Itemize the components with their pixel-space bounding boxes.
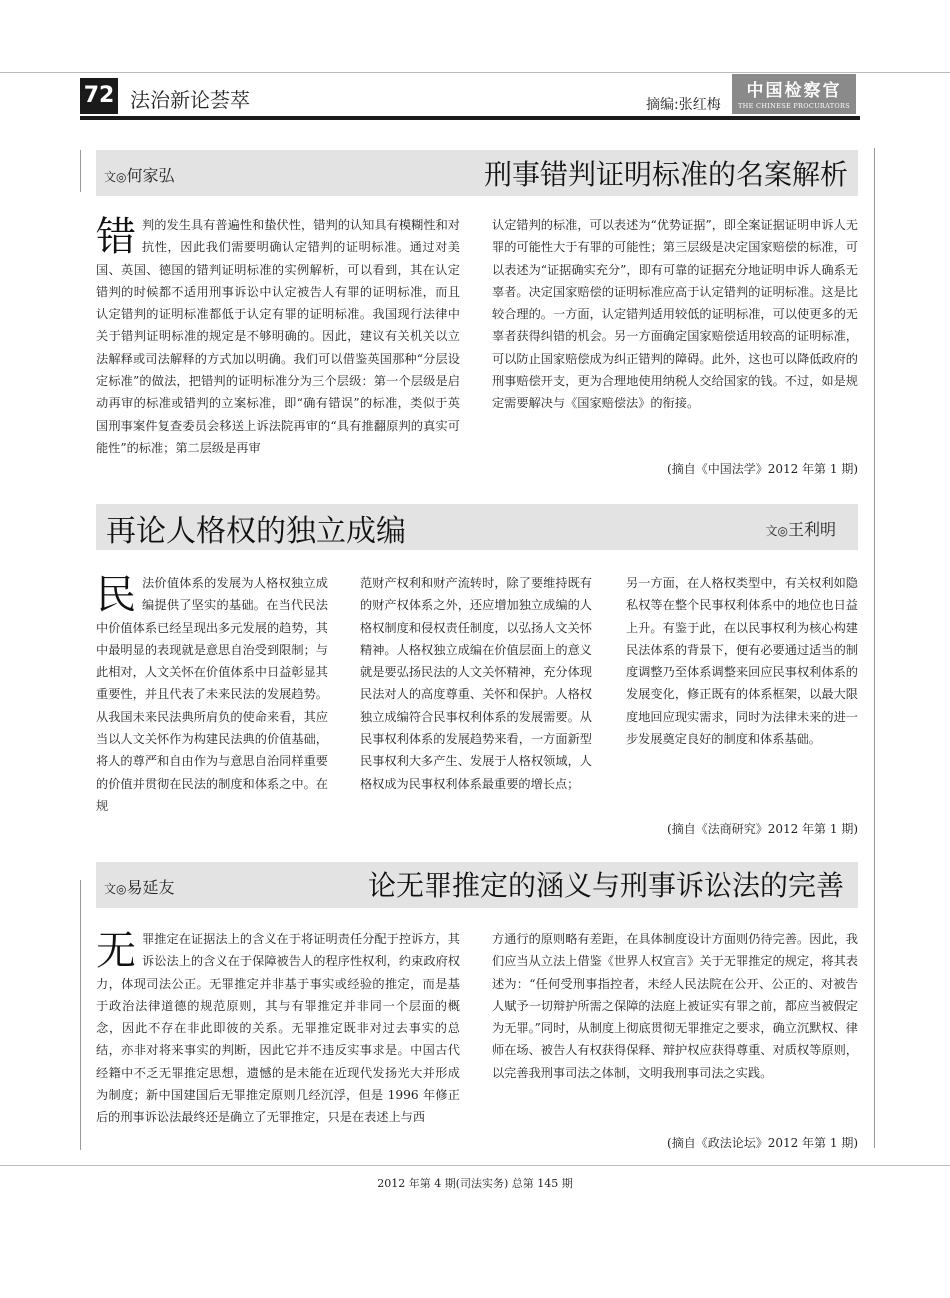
editor-credit: 摘编:张红梅 — [646, 97, 721, 113]
article-3-column-1 — [96, 928, 460, 1129]
logo-chinese-text: 中国检察官 — [746, 81, 842, 101]
article-1-dropcap: 错 — [96, 214, 136, 260]
article-1-column-2 — [492, 214, 858, 415]
article-1-title-band — [96, 150, 858, 196]
section-title: 法治新论荟萃 — [130, 88, 250, 112]
page-number: 72 — [80, 78, 118, 114]
article-2-dropcap: 民 — [96, 572, 136, 618]
article-2-text-3: 另一方面，在人格权类型中，有关权利如隐私权等在整个民事权利体系中的地位也日益上升。有鉴于此，在以民事权利为核心构建民法体系的背景下，便有必要通过适当的制度调整乃至体系调整来回应民事权利体系的发展变化，修正既有的体系框架，以最大限度地回应现实需求，同时为法律未来的进一步发展奠定良好的制度和体系基础。 — [626, 576, 858, 747]
frame-line-left — [80, 150, 81, 192]
logo-english-text: THE CHINESE PROCURATORS — [738, 102, 850, 110]
magazine-logo — [732, 74, 856, 114]
article-3-text-1: 罪推定在证据法上的含义在于将证明责任分配于控诉方，其诉讼法上的含义在于保障被告人的程序性权利，约束政府权力，体现司法公正。无罪推定并非基于事实或经验的推定，而是基于政治法律道德的规范原则，其与有罪推定并非同一个层面的概念，因此不存在非此即彼的关系。无罪推定既非对过去事实的总结，亦非对将来事实的判断，因此它并不违反实事求是。中国古代经籍中不乏无罪推定思想，遗憾的是未能在近现代发扬光大并形成为制度；新中国建国后无罪推定原则几经沉浮，但是 1996 年修正后的刑事诉讼法最终还是确立了无罪推定，只是在表述上与西 — [96, 932, 460, 1125]
header-rule — [80, 116, 860, 120]
article-1-text-2: 认定错判的标准，可以表述为“优势证据”，即全案证据证明申诉人无罪的可能性大于有罪的可能性；第三层级是决定国家赔偿的标准，可以表述为“证据确实充分”，即有可靠的证据充分地证明申诉人确系无辜者。决定国家赔偿的证明标准应高于认定错判的证明标准。这是比较合理的。一方面，认定错判适用较低的证明标准，可以使更多的无辜者获得纠错的机会。另一方面确定国家赔偿适用较高的证明标准，可以防止国家赔偿成为纠正错判的障碍。此外，这也可以降低政府的刑事赔偿开支，更为合理地使用纳税人交给国家的钱。不过，如是规定需要解决与《国家赔偿法》的衔接。 — [492, 218, 858, 411]
article-2-source: (摘自《法商研究》2012 年第 1 期) — [667, 822, 858, 836]
frame-line-left-lower — [80, 880, 81, 1150]
article-3-text-2: 方通行的原则略有差距，在具体制度设计方面则仍待完善。因此，我们应当从立法上借鉴《世界人权宣言》关于无罪推定的规定，将其表述为：“任何受刑事指控者，未经人民法院在公开、公正的、对被告人赋予一切辩护所需之保障的法庭上被证实有罪之前，都应当被假定为无罪。”同时，从制度上彻底贯彻无罪推定之要求，确立沉默权、律师在场、被告人有权获得保释、辩护权应获得尊重、对质权等原则，以完善我刑事司法之体制，文明我刑事司法之实践。 — [492, 932, 858, 1080]
article-2-text-1: 法价值体系的发展为人格权独立成编提供了坚实的基础。在当代民法中价值体系已经呈现出多元发展的趋势，其中最明显的表现就是意思自治受到限制；与此相对，人文关怀在价值体系中日益彰显其重要性，并且代表了未来民法的发展趋势。从我国未来民法典所肩负的使命来看，其应当以人文关怀作为构建民法典的价值基础，将人的尊严和自由作为与意思自治同样重要的价值并贯彻在民法的制度和体系之中。在规 — [96, 576, 328, 813]
article-2-author: 文◎王利明 — [765, 520, 836, 539]
frame-line-right — [874, 148, 875, 1148]
article-1-column-1 — [96, 214, 460, 459]
footer-divider — [0, 1165, 950, 1166]
article-1-text-1: 判的发生具有普遍性和蛰伏性，错判的认知具有模糊性和对抗性，因此我们需要明确认定错判的证明标准。通过对美国、英国、德国的错判证明标准的实例解析，可以看到，其在认定错判的时候都不适用刑事诉讼中认定被告人有罪的证明标准，而且认定错判的证明标准都低于认定有罪的证明标准。我国现行法律中关于错判证明标准的规定是不够明确的。因此，建议有关机关以立法解释或司法解释的方式加以明确。我们可以借鉴英国那种“分层设定标准”的做法，把错判的证明标准分为三个层级：第一个层级是启动再审的标准或错判的立案标准，即“确有错误”的标准，类似于英国刑事案件复查委员会移送上诉法院再审的“具有推翻原判的真实可能性”的标准；第二层级是再审 — [96, 218, 460, 455]
article-2-title-band — [96, 504, 858, 550]
article-3-dropcap: 无 — [96, 928, 136, 974]
article-2-column-2 — [360, 572, 592, 795]
top-divider — [0, 72, 950, 73]
article-3-column-2 — [492, 928, 858, 1084]
article-3-title: 论无罪推定的涵义与刑事诉讼法的完善 — [367, 869, 844, 902]
article-3-source: (摘自《政法论坛》2012 年第 1 期) — [667, 1136, 858, 1150]
article-1-author: 文◎何家弘 — [104, 166, 175, 185]
article-3-title-band — [96, 862, 858, 908]
article-1-title: 刑事错判证明标准的名案解析 — [483, 158, 848, 191]
article-2-column-1 — [96, 572, 328, 817]
article-1-source: (摘自《中国法学》2012 年第 1 期) — [667, 462, 858, 476]
article-2-column-3 — [626, 572, 858, 750]
article-2-text-2: 范财产权利和财产流转时，除了要维持既有的财产权体系之外，还应增加独立成编的人格权制度和侵权责任制度，以弘扬人文关怀精神。人格权独立成编在价值层面上的意义就是要弘扬民法的人文关怀精神，充分体现民法对人的高度尊重、关怀和保护。人格权独立成编符合民事权利体系的发展需要。从民事权利体系的发展趋势来看，一方面新型民事权利大多产生、发展于人格权领域，人格权成为民事权利体系最重要的增长点； — [360, 576, 592, 791]
article-2-title: 再论人格权的独立成编 — [106, 514, 406, 549]
issue-footer: 2012 年第 4 期(司法实务) 总第 145 期 — [377, 1177, 573, 1190]
article-3-author: 文◎易延友 — [104, 878, 175, 897]
